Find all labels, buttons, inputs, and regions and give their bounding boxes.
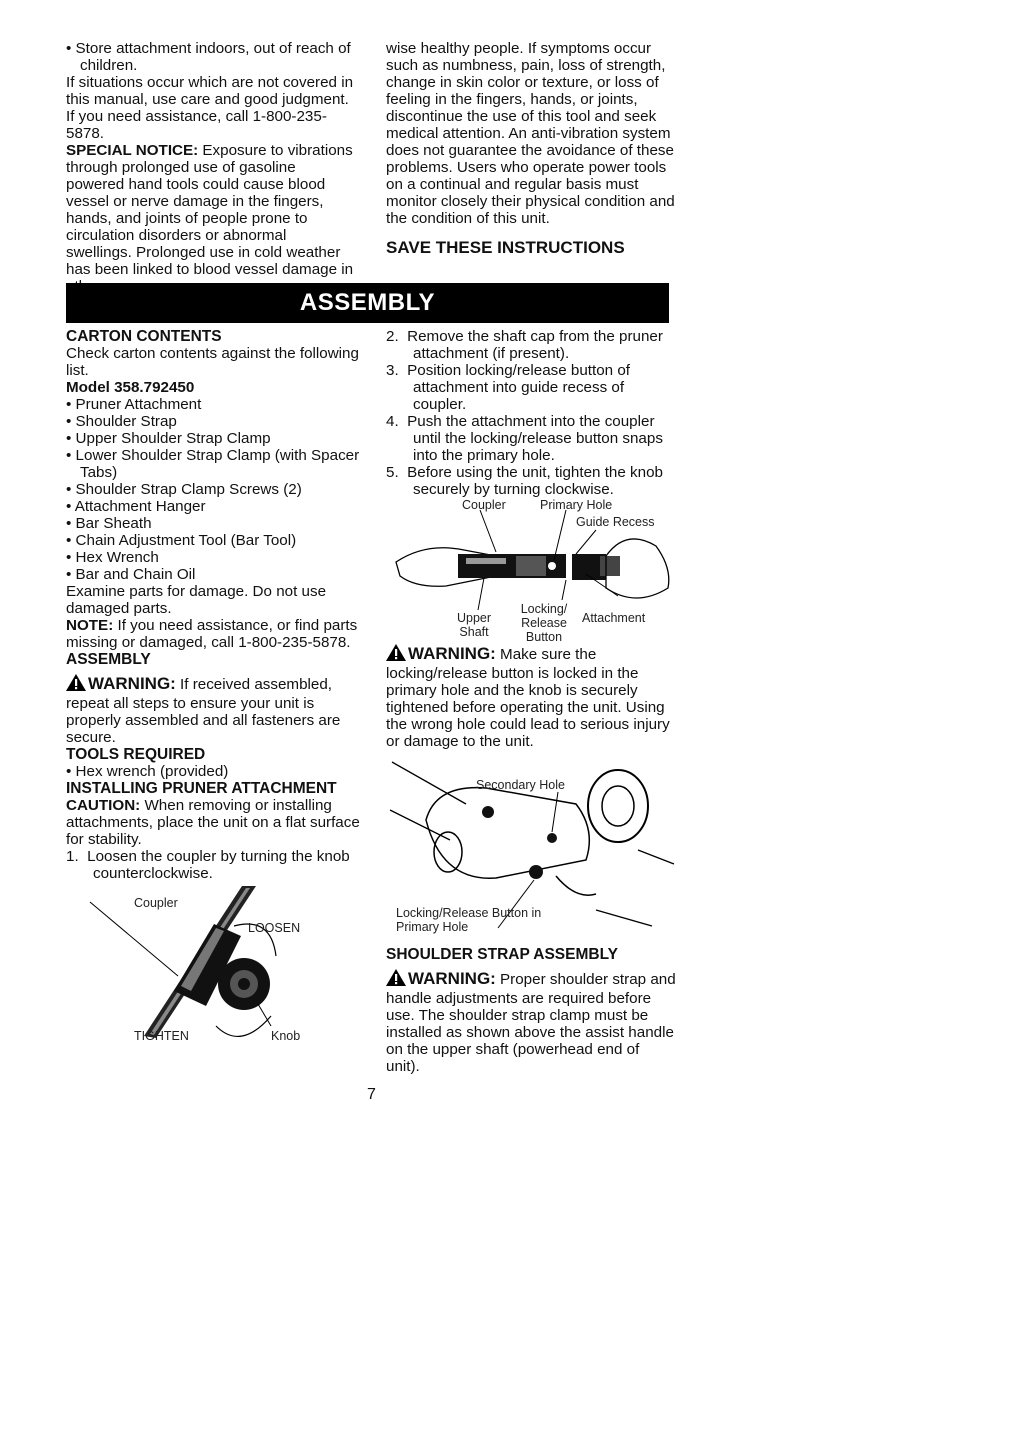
special-notice-label: SPECIAL NOTICE: — [66, 142, 199, 159]
bullet-store: • Store attachment indoors, out of reach of children. — [66, 40, 351, 74]
top-right-column — [386, 40, 676, 256]
note-label: NOTE: — [66, 617, 114, 634]
caution — [66, 797, 360, 848]
save-instructions-heading: SAVE THESE INSTRUCTIONS — [386, 238, 625, 257]
step-3: 3. Position locking/release button of attachment into guide recess of coupler. — [386, 362, 631, 413]
situations-text: If situations occur which are not covered in this manual, use care and good judgment. If you need assistance, call 1-800-235-5878. — [66, 74, 354, 142]
step-4: 4. Push the attachment into the coupler until the locking/release button snaps into the primary hole. — [386, 413, 663, 464]
note-text: If you need assistance, or find parts missing or damaged, call 1-800-235-5878. — [66, 617, 358, 651]
warning2-text: Make sure the locking/release button is locked in the primary hole and the knob is securely tightened before operating the unit. Using the wrong hole could lead to serious injury or damage to the unit. — [386, 646, 670, 750]
warning-locking — [386, 644, 676, 750]
list-item: • Bar Sheath — [66, 515, 152, 532]
warning-triangle-icon — [386, 644, 406, 665]
fig1-coupler-label: Coupler — [134, 896, 178, 910]
list-item: • Shoulder Strap — [66, 413, 177, 430]
fig3-locking-release-label: Locking/Release Button in Primary Hole — [396, 906, 542, 934]
left-column — [66, 328, 360, 1046]
fig3-secondary-hole-label: Secondary Hole — [476, 778, 565, 792]
warning-triangle-icon — [386, 969, 406, 990]
top-left-column — [66, 40, 356, 295]
caution-text: When removing or installing attachments, place the unit on a flat surface for stability. — [66, 797, 360, 848]
warning3-label: WARNING: — [408, 969, 496, 988]
list-item: • Shoulder Strap Clamp Screws (2) — [66, 481, 302, 498]
warning-triangle-icon — [66, 674, 86, 695]
model-number: Model 358.792450 — [66, 379, 195, 396]
attachment-coupler-figure — [386, 498, 676, 644]
installing-pruner-heading: INSTALLING PRUNER ATTACHMENT — [66, 780, 337, 797]
special-notice-text: Exposure to vibrations through prolonged use of gasoline powered hand tools could cause blood vessel or nerve damage in the fingers, hands, and joints of people prone to circulation disorders or abnormal swellings. Prolonged use in cold weather has been linked to blood vessel damage in — [66, 142, 354, 278]
fig2-locking-release-label: Locking/ Release Button — [520, 602, 568, 644]
right-column — [386, 328, 676, 1075]
step-1: 1. Loosen the coupler by turning the knob counterclockwise. — [66, 848, 350, 882]
examine-text: Examine parts for damage. Do not use damaged parts. — [66, 583, 327, 617]
fig2-attachment-label: Attachment — [582, 611, 646, 625]
fig2-primary-hole-label: Primary Hole — [540, 498, 613, 512]
carton-list — [66, 396, 360, 583]
warning-label: WARNING: — [88, 674, 176, 693]
warning2-label: WARNING: — [408, 644, 496, 663]
secondary-hole-figure — [386, 760, 676, 940]
assembly-banner: ASSEMBLY — [66, 283, 669, 323]
fig1-loosen-label: LOOSEN — [248, 921, 301, 935]
fig2-guide-recess-label: Guide Recess — [576, 515, 655, 529]
caution-label: CAUTION: — [66, 797, 141, 814]
fig1-tighten-label: TIGHTEN — [134, 1029, 189, 1043]
loosen-tighten-figure — [66, 886, 360, 1046]
list-item: • Bar and Chain Oil — [66, 566, 196, 583]
warning3-text: Proper shoulder strap and handle adjustments are required before use. The shoulder strap clamp must be installed as shown above the assist handle on the upper shaft (powerhead end of unit). — [386, 971, 676, 1075]
step-2: 2. Remove the shaft cap from the pruner attachment (if present). — [386, 328, 663, 362]
note — [66, 617, 360, 651]
fig1-knob-label: Knob — [271, 1029, 301, 1043]
tools-item: • Hex wrench (provided) — [66, 763, 229, 780]
list-item: • Pruner Attachment — [66, 396, 202, 413]
warning-text: If received assembled, repeat all steps to ensure your unit is properly assembled and all fasteners are secure. — [66, 676, 341, 746]
carton-text: Check carton contents against the following list. — [66, 345, 359, 379]
list-item: • Upper Shoulder Strap Clamp — [66, 430, 271, 447]
warning-strap — [386, 969, 676, 1075]
assembly-heading: ASSEMBLY — [66, 651, 151, 668]
carton-contents-heading: CARTON CONTENTS — [66, 328, 222, 345]
tools-required-heading: TOOLS REQUIRED — [66, 746, 206, 763]
vibration-continued: wise healthy people. If symptoms occur such as numbness, pain, loss of strength, change in skin color or texture, or loss of feeling in the fingers, hands, or joints, discontinue the use of this tool and seek medical attention. An anti-vibration system does not guarantee the avoidance of these problems. Users who operate power tools on a continual and regular basis must monitor closely their physical condition and the condition of this unit. — [386, 40, 675, 227]
warning-received — [66, 674, 360, 746]
fig2-coupler-label: Coupler — [462, 498, 506, 512]
step-5: 5. Before using the unit, tighten the knob securely by turning clockwise. — [386, 464, 663, 498]
list-item: • Hex Wrench — [66, 549, 159, 566]
list-item: • Attachment Hanger — [66, 498, 206, 515]
list-item: • Lower Shoulder Strap Clamp (with Spacer Tabs) — [66, 447, 360, 481]
page-number: 7 — [367, 1086, 376, 1103]
shoulder-strap-heading: SHOULDER STRAP ASSEMBLY — [386, 946, 618, 963]
list-item: • Chain Adjustment Tool (Bar Tool) — [66, 532, 297, 549]
special-notice — [66, 142, 356, 295]
fig2-upper-shaft-label: Upper Shaft — [456, 611, 492, 639]
coupler-knob-illustration — [66, 886, 360, 1046]
